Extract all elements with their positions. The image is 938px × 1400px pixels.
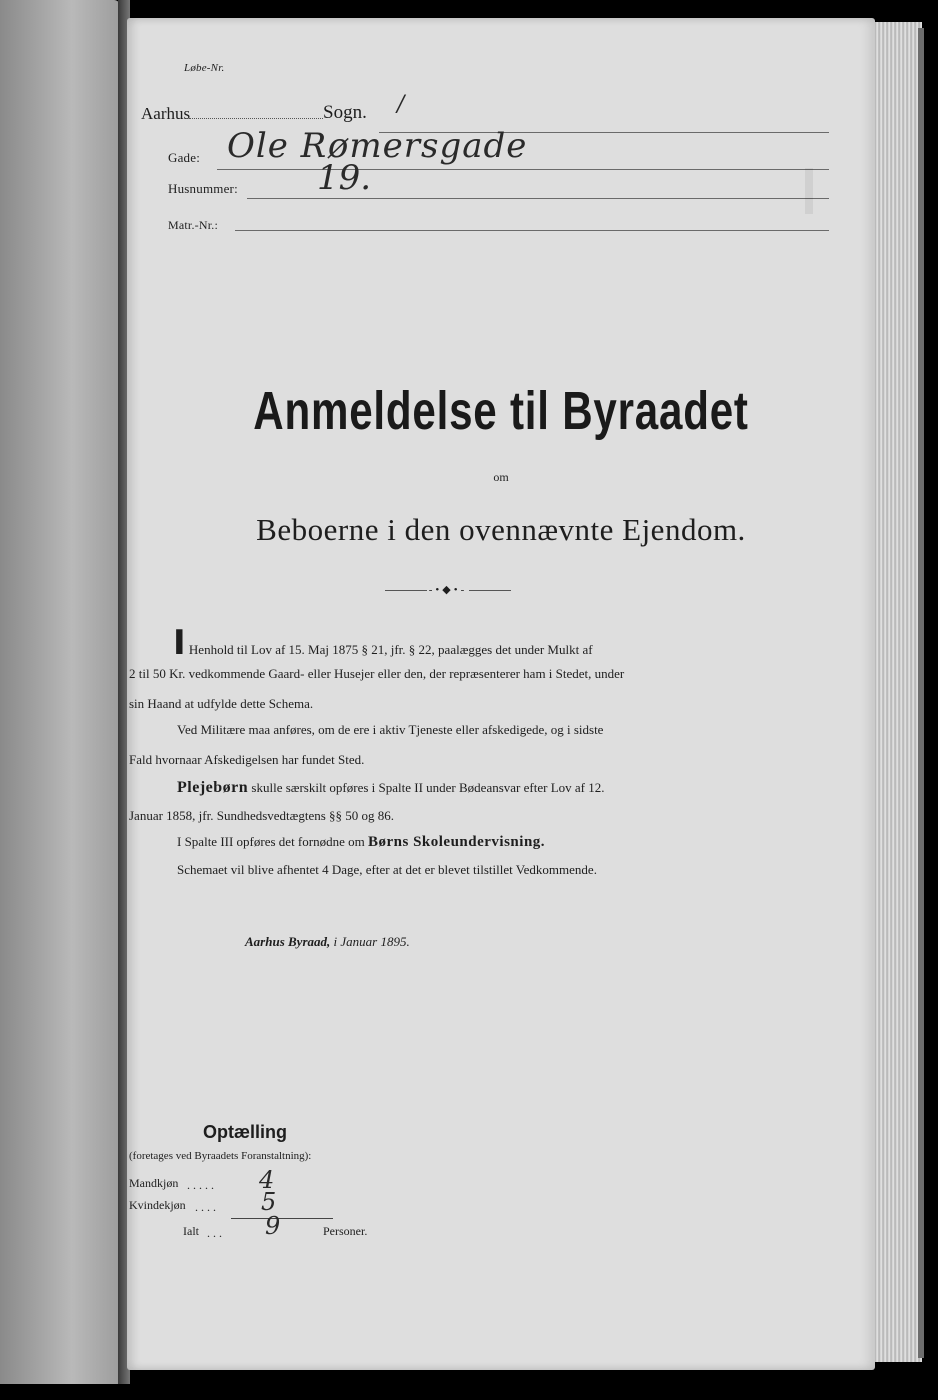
document-subtitle: Beboerne i den ovennævnte Ejendom. [256,512,746,547]
gade-label: Gade: [168,150,201,165]
female-handwritten-count: 5 [261,1188,277,1216]
plejeborn-emphasis: Plejebørn [177,779,249,796]
signature-issuer: Aarhus Byraad, [245,934,331,949]
paragraph-4-text: I Spalte III opføres det fornødne om [177,834,365,849]
ornament-divider: -•◆•- [385,583,511,596]
persons-label: Personer. [323,1224,368,1238]
female-dots: .... [195,1200,219,1214]
paragraph-3-line-1-text: skulle særskilt opføres i Spalte II under Bødeansvar efter Lov af 12. [251,780,605,795]
sogn-mark: / [397,92,405,117]
signature-date: i Januar 1895. [333,934,410,949]
husnummer-rule [247,198,829,199]
total-dots: ... [207,1226,225,1240]
paragraph-3-line-1 [177,778,604,798]
paragraph-1-line-2: 2 til 50 Kr. vedkommende Gaard- eller Husejer eller den, der repræsenterer ham i Stedet, under [129,666,625,681]
document-page [127,18,875,1370]
husnummer-label: Husnummer: [168,181,238,196]
aarhus-label: Aarhus [141,104,191,123]
page-edges-shadow [918,28,924,1358]
count-title: Optælling [203,1122,287,1142]
sum-rule [231,1218,333,1219]
page-edges [872,22,922,1362]
male-handwritten-count: 4 [259,1166,275,1194]
paragraph-1-line-3: sin Haand at udfylde dette Schema. [129,696,314,711]
total-handwritten-count: 9 [265,1212,281,1240]
sogn-dotted-line [189,118,323,119]
sogn-label: Sogn. [323,102,367,123]
count-note: (foretages ved Byraadets Foranstaltning): [129,1150,312,1162]
male-dots: ..... [187,1178,217,1192]
paragraph-2-line-1: Ved Militære maa anføres, om de ere i aktiv Tjeneste eller afskedigede, og i sidste [177,722,604,737]
male-label: Mandkjøn [129,1176,179,1190]
paragraph-1-line-1-text: Henhold til Lov af 15. Maj 1875 § 21, jfr. § 22, paalægges det under Mulkt af [188,642,593,657]
lobe-nr-label: Løbe-Nr. [184,62,225,74]
matr-nr-label: Matr.-Nr.: [168,218,218,232]
paragraph-4 [177,832,545,852]
female-label: Kvindekjøn [129,1198,186,1212]
document-title: Anmeldelse til Byraadet [253,381,749,441]
matr-nr-rule [235,230,829,231]
paragraph-2-line-2: Fald hvornaar Afskedigelsen har fundet Sted. [129,752,365,767]
drop-cap: I [173,623,186,663]
gade-handwritten-value: Ole Rømersgade [227,126,528,166]
husnummer-handwritten-value: 19. [317,158,372,198]
om-connector: om [493,470,509,484]
gade-rule [217,169,829,170]
left-facing-page [0,0,120,1384]
margin-mark [805,168,813,214]
paragraph-1-line-1 [173,623,593,663]
signature-line [245,932,410,952]
total-label: Ialt [183,1224,199,1238]
paragraph-3-line-2: Januar 1858, jfr. Sundhedsvedtægtens §§ 50 og 86. [129,808,395,823]
skoleundervisning-emphasis: Børns Skoleundervisning. [367,834,546,850]
paragraph-5: Schemaet vil blive afhentet 4 Dage, efter at det er blevet tilstillet Vedkommende. [177,862,597,877]
